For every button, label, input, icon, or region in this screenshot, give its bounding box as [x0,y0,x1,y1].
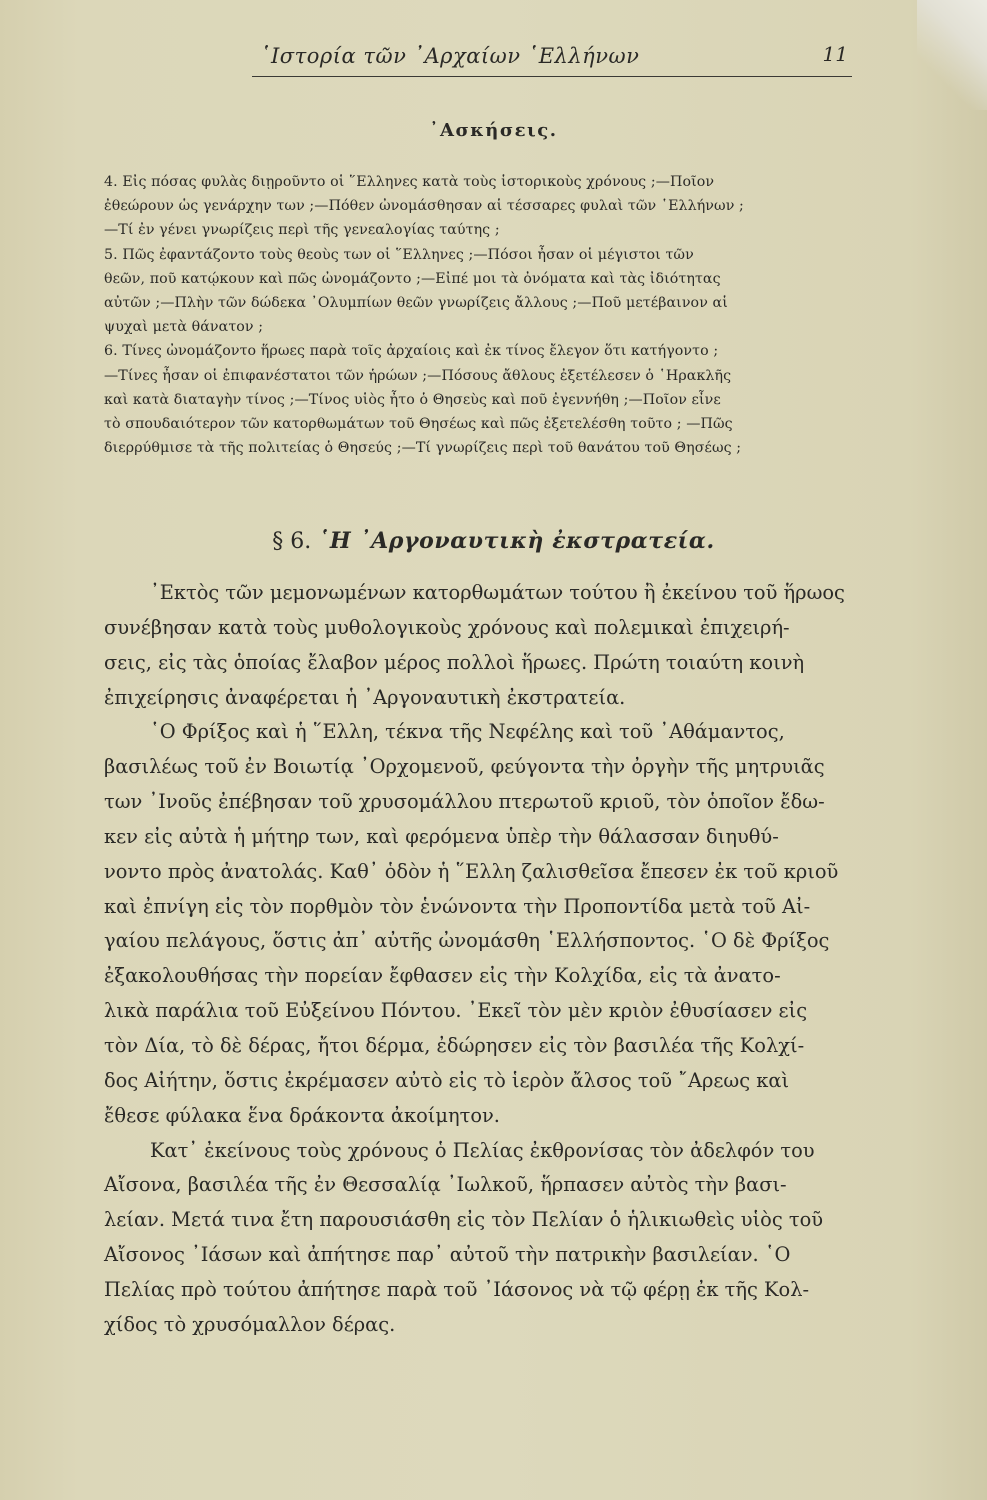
body-line: ἔθεσε φύλακα ἕνα δράκοντα ἀκοίμητον. [104,1103,500,1127]
body-line: ᾿Εκτὸς τῶν μεμονωμένων κατορθωμάτων τούτου ἢ ἐκείνου τοῦ ἥρωος [150,581,845,604]
exercise-line: διερρύθμισε τὰ τῆς πολιτείας ὁ Θησεύς ;—Τί γνωρίζεις περὶ τοῦ θανάτου τοῦ Θησέως ; [104,440,742,457]
exercise-line: τὸ σπουδαιότερον τῶν κατορθωμάτων τοῦ Θησέως καὶ πῶς ἐξετελέσθη τοῦτο ; —Πῶς [104,415,733,432]
body-line: ἐξακολουθήσας τὴν πορείαν ἔφθασεν εἰς τὴν Κολχίδα, εἰς τὰ ἀνατο- [104,964,781,988]
body-line: σεις, εἰς τὰς ὁποίας ἔλαβον μέρος πολλοὶ ἥρωες. Πρώτη τοιαύτη κοινὴ [104,650,805,674]
body-line: συνέβησαν κατὰ τοὺς μυθολογικοὺς χρόνους καὶ πολεμικαὶ ἐπιχειρή- [104,615,790,639]
body-line: χίδος τὸ χρυσόμαλλον δέρας. [104,1312,396,1336]
body-line: γαίου πελάγους, ὅστις ἀπ᾿ αὐτῆς ὠνομάσθη ῾Ελλήσποντος. ῾Ο δὲ Φρίξος [104,929,830,953]
exercise-line: 4. Εἰς πόσας φυλὰς διῃροῦντο οἱ ῞Ελληνες κατὰ τοὺς ἱστορικοὺς χρόνους ;—Ποῖον [104,174,715,190]
exercise-line: 6. Τίνες ὠνομάζοντο ἥρωες παρὰ τοῖς ἀρχαίοις καὶ ἐκ τίνος ἔλεγον ὅτι κατήγοντο ; [104,343,719,360]
body-line: καὶ ἐπνίγη εἰς τὸν πορθμὸν τὸν ἑνώνοντα τὴν Προποντίδα μετὰ τοῦ Αἰ- [104,894,811,918]
exercise-line: —Τίνες ἦσαν οἱ ἐπιφανέστατοι τῶν ἡρώων ;—Πόσους ἄθλους ἐξετέλεσεν ὁ ῾Ηρακλῆς [104,367,732,384]
exercise-line: αὐτῶν ;—Πλὴν τῶν δώδεκα ᾿Ολυμπίων θεῶν γνωρίζεις ἄλλους ;—Ποῦ μετέβαινον αἱ [104,294,728,311]
body-line: Αἴσονα, βασιλέα τῆς ἐν Θεσσαλίᾳ ᾿Ιωλκοῦ, ἥρπασεν αὐτὸς τὴν βασι- [104,1173,787,1197]
body-line: λικὰ παράλια τοῦ Εὐξείνου Πόντου. ᾿Εκεῖ τὸν μὲν κριὸν ἐθυσίασεν εἰς [104,999,808,1023]
section-title: ῾Η ᾿Αργοναυτικὴ ἐκστρατεία. [318,528,715,554]
exercise-line: ἐθεώρουν ὡς γενάρχην των ;—Πόθεν ὠνομάσθησαν αἱ τέσσαρες φυλαὶ τῶν ῾Ελλήνων ; [104,198,744,215]
body-line: Πελίας πρὸ τούτου ἀπήτησε παρὰ τοῦ ᾿Ιάσονος νὰ τῷ φέρῃ ἐκ τῆς Κολ- [104,1277,810,1301]
body-line: λείαν. Μετά τινα ἔτη παρουσιάσθη εἰς τὸν Πελίαν ὁ ἡλικιωθεὶς υἱὸς τοῦ [104,1208,824,1232]
page-number: 11 [822,42,848,66]
body-line: Κατ᾿ ἐκείνους τοὺς χρόνους ὁ Πελίας ἐκθρονίσας τὸν ἀδελφόν του [150,1138,815,1162]
body-line: τὸν Δία, τὸ δὲ δέρας, ἤτοι δέρμα, ἐδώρησεν εἰς τὸν βασιλέα τῆς Κολχί- [104,1033,805,1057]
body-line: νοντο πρὸς ἀνατολάς. Καθ᾿ ὁδὸν ἡ ῞Ελλη ζαλισθεῖσα ἔπεσεν ἐκ τοῦ κριοῦ [104,859,839,883]
running-title: ῾Ιστορία τῶν ᾿Αρχαίων ῾Ελλήνων [260,44,640,68]
running-header [252,40,852,77]
body-line: των ᾿Ινοῦς ἐπέβησαν τοῦ χρυσομάλλου πτερωτοῦ κριοῦ, τὸν ὁποῖον ἔδω- [104,790,825,814]
exercises-block [104,170,856,460]
body-line: ἐπιχείρησις ἀναφέρεται ἡ ᾿Αργοναυτικὴ ἐκστρατεία. [104,685,626,709]
exercise-line: 5. Πῶς ἐφαντάζοντο τοὺς θεοὺς των οἱ ῞Ελληνες ;—Πόσοι ἦσαν οἱ μέγιστοι τῶν [104,246,694,263]
exercise-line: —Τί ἐν γένει γνωρίζεις περὶ τῆς γενεαλογίας ταύτης ; [104,222,500,239]
section-number: § 6. [272,529,312,554]
body-text [104,576,864,1343]
body-line: δος Αἰήτην, ὅστις ἐκρέμασεν αὐτὸ εἰς τὸ ἱερὸν ἄλσος τοῦ ῎Αρεως καὶ [104,1068,790,1092]
exercises-heading: ᾿Ασκήσεις. [429,120,558,141]
exercise-line: ψυχαὶ μετὰ θάνατον ; [104,319,264,336]
body-line: κεν εἰς αὐτὰ ἡ μήτηρ των, καὶ φερόμενα ὑπὲρ τὴν θάλασσαν διηυθύ- [104,824,779,848]
exercise-line: καὶ κατὰ διαταγὴν τίνος ;—Τίνος υἱὸς ἦτο ὁ Θησεὺς καὶ ποῦ ἐγεννήθη ;—Ποῖον εἶνε [104,391,721,408]
body-line: βασιλέως τοῦ ἐν Βοιωτίᾳ ᾿Ορχομενοῦ, φεύγοντα τὴν ὀργὴν τῆς μητρυιᾶς [104,755,825,779]
page-corner [917,0,987,110]
exercise-line: θεῶν, ποῦ κατῴκουν καὶ πῶς ὠνομάζοντο ;—Εἰπέ μοι τὰ ὀνόματα καὶ τὰς ἰδιότητας [104,270,721,287]
section-heading [0,528,987,554]
body-line: ῾Ο Φρίξος καὶ ἡ ῞Ελλη, τέκνα τῆς Νεφέλης καὶ τοῦ ᾿Αθάμαντος, [150,720,785,744]
body-line: Αἴσονος ᾿Ιάσων καὶ ἀπήτησε παρ᾿ αὐτοῦ τὴν πατρικὴν βασιλείαν. ῾Ο [104,1243,791,1267]
